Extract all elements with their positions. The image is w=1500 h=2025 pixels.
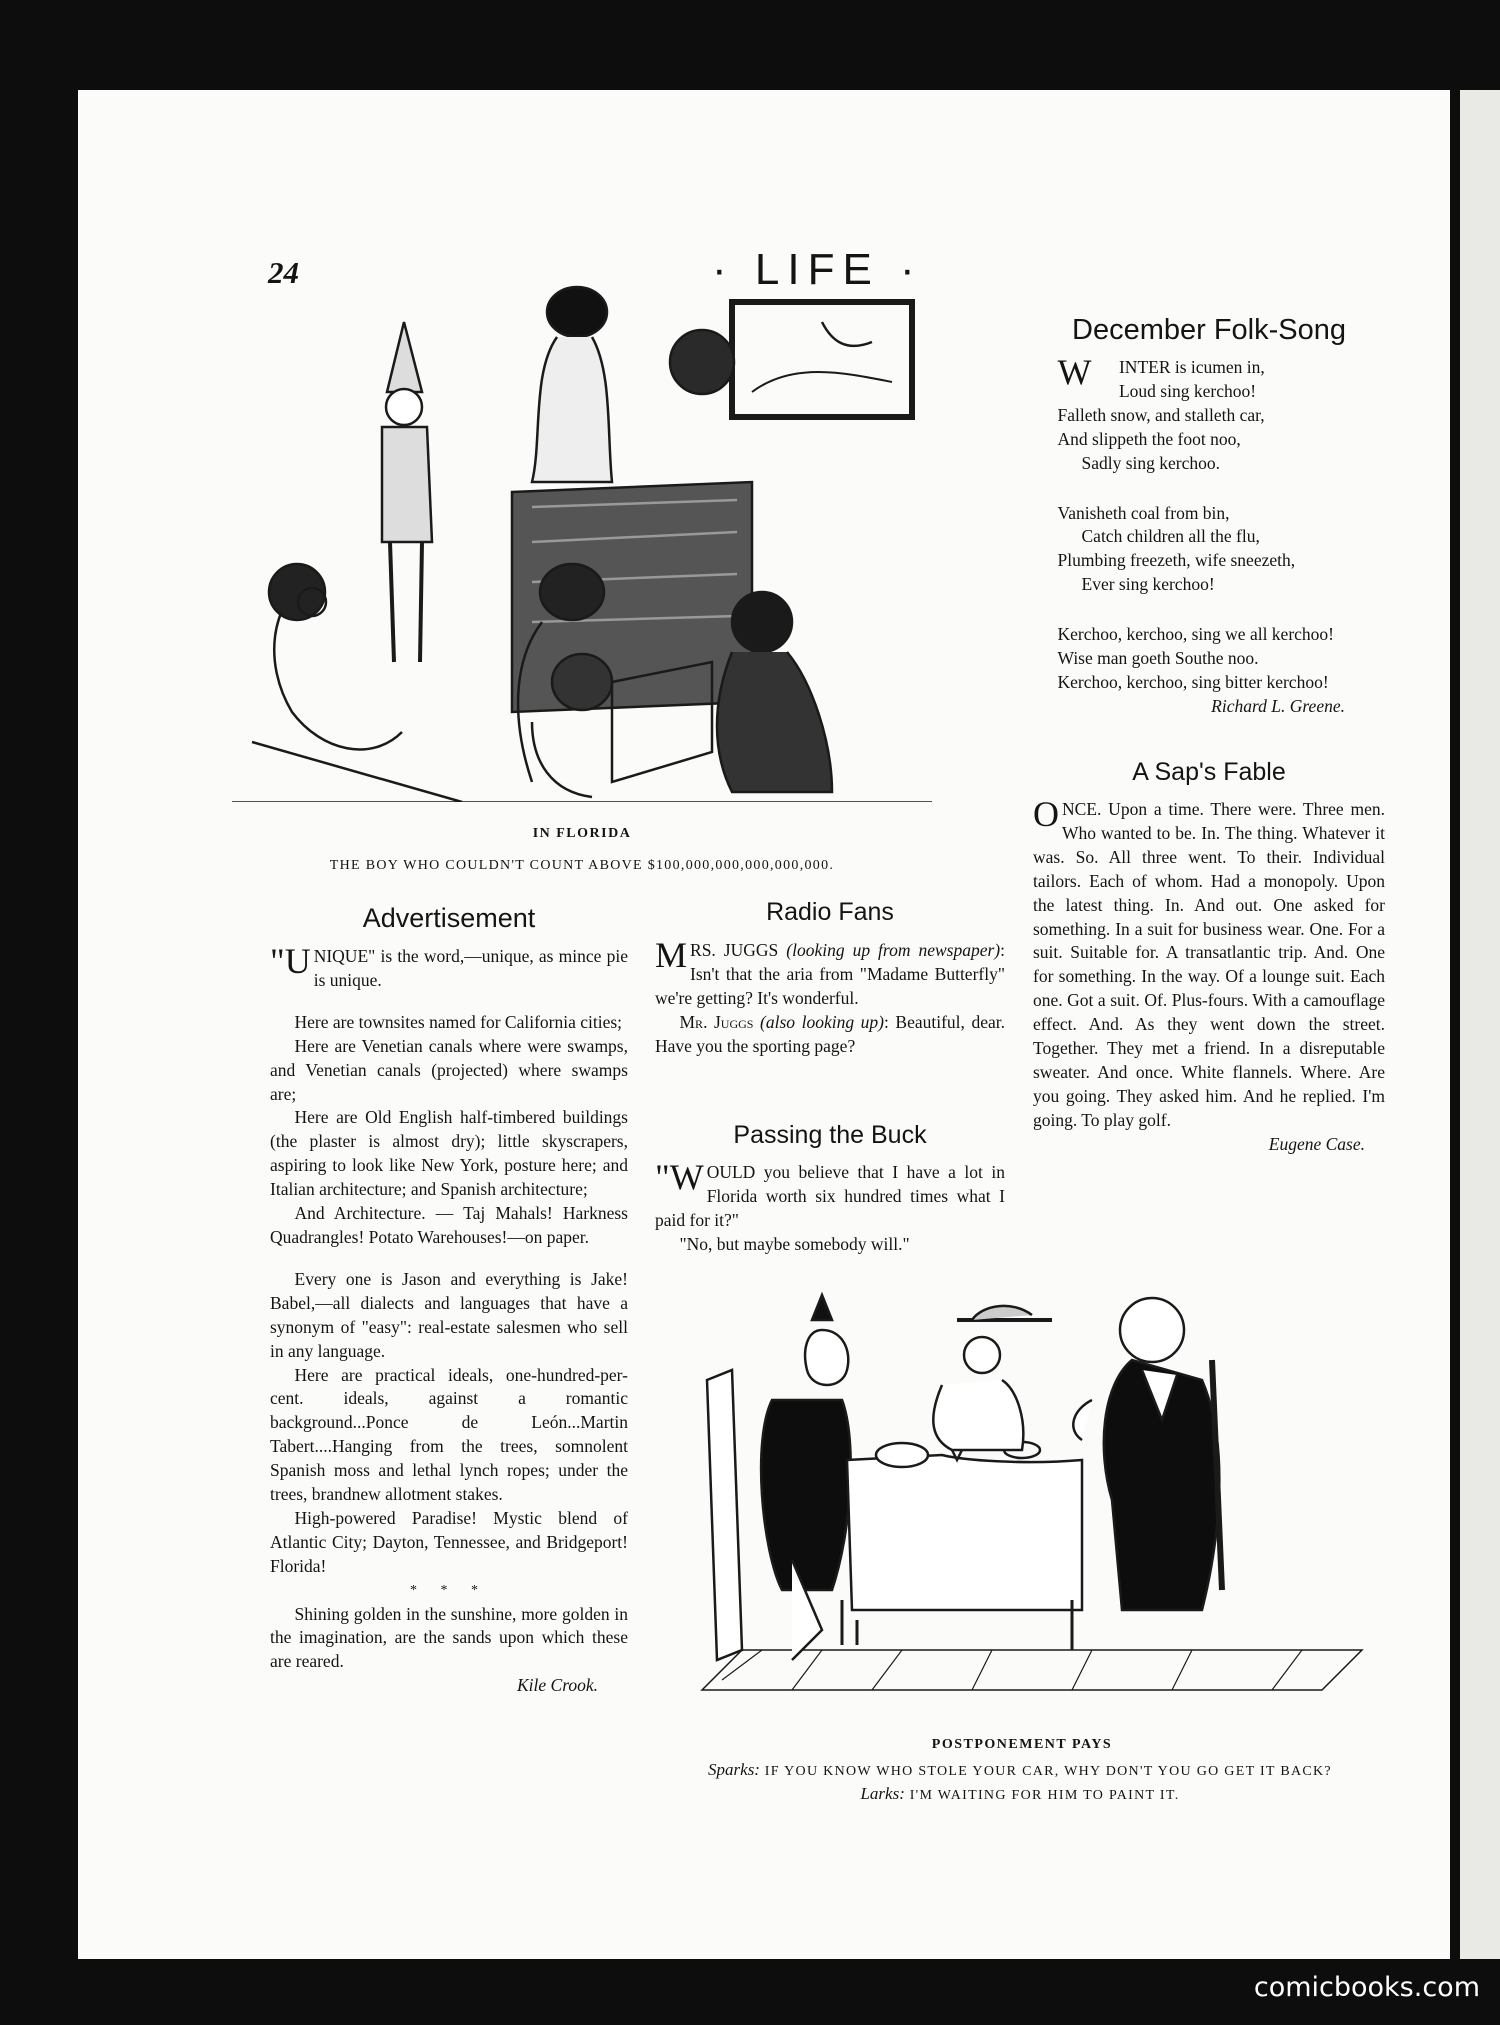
- advertisement-para: High-powered Paradise! Mystic blend of Atlantic City; Dayton, Tennessee, and Bridgeport! Florida!: [270, 1507, 628, 1576]
- florida-classroom-illustration: [232, 282, 932, 802]
- drop-cap: "U: [270, 941, 311, 981]
- advertisement-author: Kile Crook.: [516, 1675, 598, 1696]
- cartoon-title: POSTPONEMENT PAYS: [931, 1737, 1113, 1752]
- poem-line: Catch children all the flu,: [1081, 526, 1260, 547]
- advertisement-para: Shining golden in the sunshine, more golden in the imagination, are the sands upon which these are reared.: [270, 1603, 628, 1672]
- passing-buck-heading: Passing the Buck: [733, 1121, 927, 1149]
- advertisement-para: Here are practical ideals, one-hundred-per-cent. ideals, against a romantic background...Ponce de León...Martin Tabert....Hanging from the trees, somnolent Spanish moss and lethal lynch ropes; under the trees, brandnew allotment stakes.: [270, 1364, 628, 1505]
- next-page-edge: [1460, 90, 1500, 1959]
- dialogue: OULD you believe that I have a lot in Florida worth six hundred times what I paid for it?": [655, 1162, 1005, 1230]
- poem-line: Kerchoo, kerchoo, sing bitter kerchoo!: [1057, 671, 1329, 692]
- dialogue: "No, but maybe somebody will.": [679, 1233, 910, 1254]
- dialogue: : Isn't that the aria from "Madame Butterfly" we're getting? It's wonderful.: [655, 940, 1005, 1008]
- poem-line: INTER is icumen in,: [1118, 357, 1265, 377]
- folk-song-author: Richard L. Greene.: [1211, 695, 1345, 716]
- advertisement-para: Every one is Jason and everything is Jake! Babel,—all dialects and languages that have a synonym of "easy": real-estate salesmen who sell in any language.: [270, 1268, 628, 1361]
- speaker: Larks:: [860, 1784, 905, 1803]
- passing-buck-column: [655, 1157, 1005, 1257]
- poem-line: Plumbing freezeth, wife sneezeth,: [1057, 550, 1296, 571]
- radio-fans-heading: Radio Fans: [766, 898, 894, 926]
- advertisement-first-line: NIQUE" is the word,—unique, as mince pie is unique.: [313, 946, 628, 990]
- advertisement-column: [270, 941, 628, 1698]
- drop-cap: "W: [655, 1157, 704, 1197]
- advertisement-para: Here are Old English half-timbered buildings (the plaster is almost dry); little skyscrapers, aspiring to look like New York, posture here; and Italian architecture; and Spanish architecture;: [270, 1107, 628, 1200]
- radio-fans-column: [655, 935, 1005, 1059]
- dialogue: IF YOU KNOW WHO STOLE YOUR CAR, WHY DON'T YOU GO GET IT BACK?: [764, 1764, 1332, 1779]
- dialogue: : Beautiful, dear. Have you the sporting page?: [655, 1011, 1005, 1056]
- saps-fable-author: Eugene Case.: [1268, 1133, 1365, 1154]
- masthead: · LIFE ·: [712, 245, 923, 294]
- poem-line: Loud sing kerchoo!: [1118, 380, 1257, 401]
- illustration-caption: THE BOY WHO COULDN'T COUNT ABOVE $100,000,000,000,000,000.: [329, 858, 835, 873]
- advertisement-heading: Advertisement: [362, 903, 536, 933]
- advertisement-para: Here are townsites named for California cities;: [294, 1011, 623, 1032]
- stage-direction: (looking up from newspaper): [786, 940, 1001, 960]
- poem-line: And slippeth the foot noo,: [1057, 428, 1241, 449]
- speaker: Sparks:: [708, 1760, 760, 1779]
- stage-direction: (also looking up): [760, 1011, 884, 1032]
- dialogue: I'M WAITING FOR HIM TO PAINT IT.: [909, 1788, 1180, 1803]
- poem-line: Ever sing kerchoo!: [1081, 574, 1215, 595]
- poem-line: Falleth snow, and stalleth car,: [1057, 404, 1265, 425]
- separator: * * *: [410, 1582, 488, 1598]
- saps-fable-heading: A Sap's Fable: [1132, 758, 1286, 786]
- folk-song-poem: [1033, 352, 1385, 719]
- folk-song-heading: December Folk-Song: [1072, 314, 1346, 346]
- illustration-title: IN FLORIDA: [532, 826, 632, 841]
- advertisement-para: Here are Venetian canals where were swamps, and Venetian canals (projected) where swamps are;: [270, 1035, 628, 1104]
- speaker: RS. JUGGS: [690, 940, 779, 960]
- drop-cap: O: [1033, 794, 1059, 834]
- poem-line: Kerchoo, kerchoo, sing we all kerchoo!: [1057, 624, 1334, 645]
- drop-cap: W: [1057, 352, 1092, 392]
- page-number: 24: [268, 255, 299, 290]
- poem-line: Wise man goeth Southe noo.: [1057, 648, 1259, 669]
- saps-fable-column: [1033, 794, 1385, 1157]
- restaurant-diners-illustration: [672, 1290, 1372, 1730]
- cartoon-caption-line: [640, 1784, 1400, 1804]
- cartoon-caption-line: [640, 1760, 1400, 1780]
- poem-line: Vanisheth coal from bin,: [1057, 502, 1230, 523]
- poem-line: Sadly sing kerchoo.: [1081, 452, 1221, 473]
- fable-text: NCE. Upon a time. There were. Three men. Who wanted to be. In. The thing. Whatever it was. So. All three went. To their. Individual tailors. Each of whom. Had a monopoly. Upon the latest thing. In. And out. One asked for something. In a suit for business wear. One. For a suit. Suitable for. A transatlantic trip. And. One for something. In the way. Of a lounge suit. Each one. Got a suit. Of. Plus-fours. With a camouflage effect. And. As they went down the street. Together. They met a friend. In a disreputable sweater. And once. White flannels. Where. Are you going. They asked him. And he replied. I'm going. To play golf.: [1033, 799, 1385, 1130]
- speaker: Mr. Juggs: [679, 1011, 754, 1032]
- drop-cap: M: [655, 935, 688, 975]
- advertisement-para: And Architecture. — Taj Mahals! Harkness Quadrangles! Potato Warehouses!—on paper.: [270, 1203, 628, 1247]
- watermark: comicbooks.com: [1253, 1972, 1480, 2003]
